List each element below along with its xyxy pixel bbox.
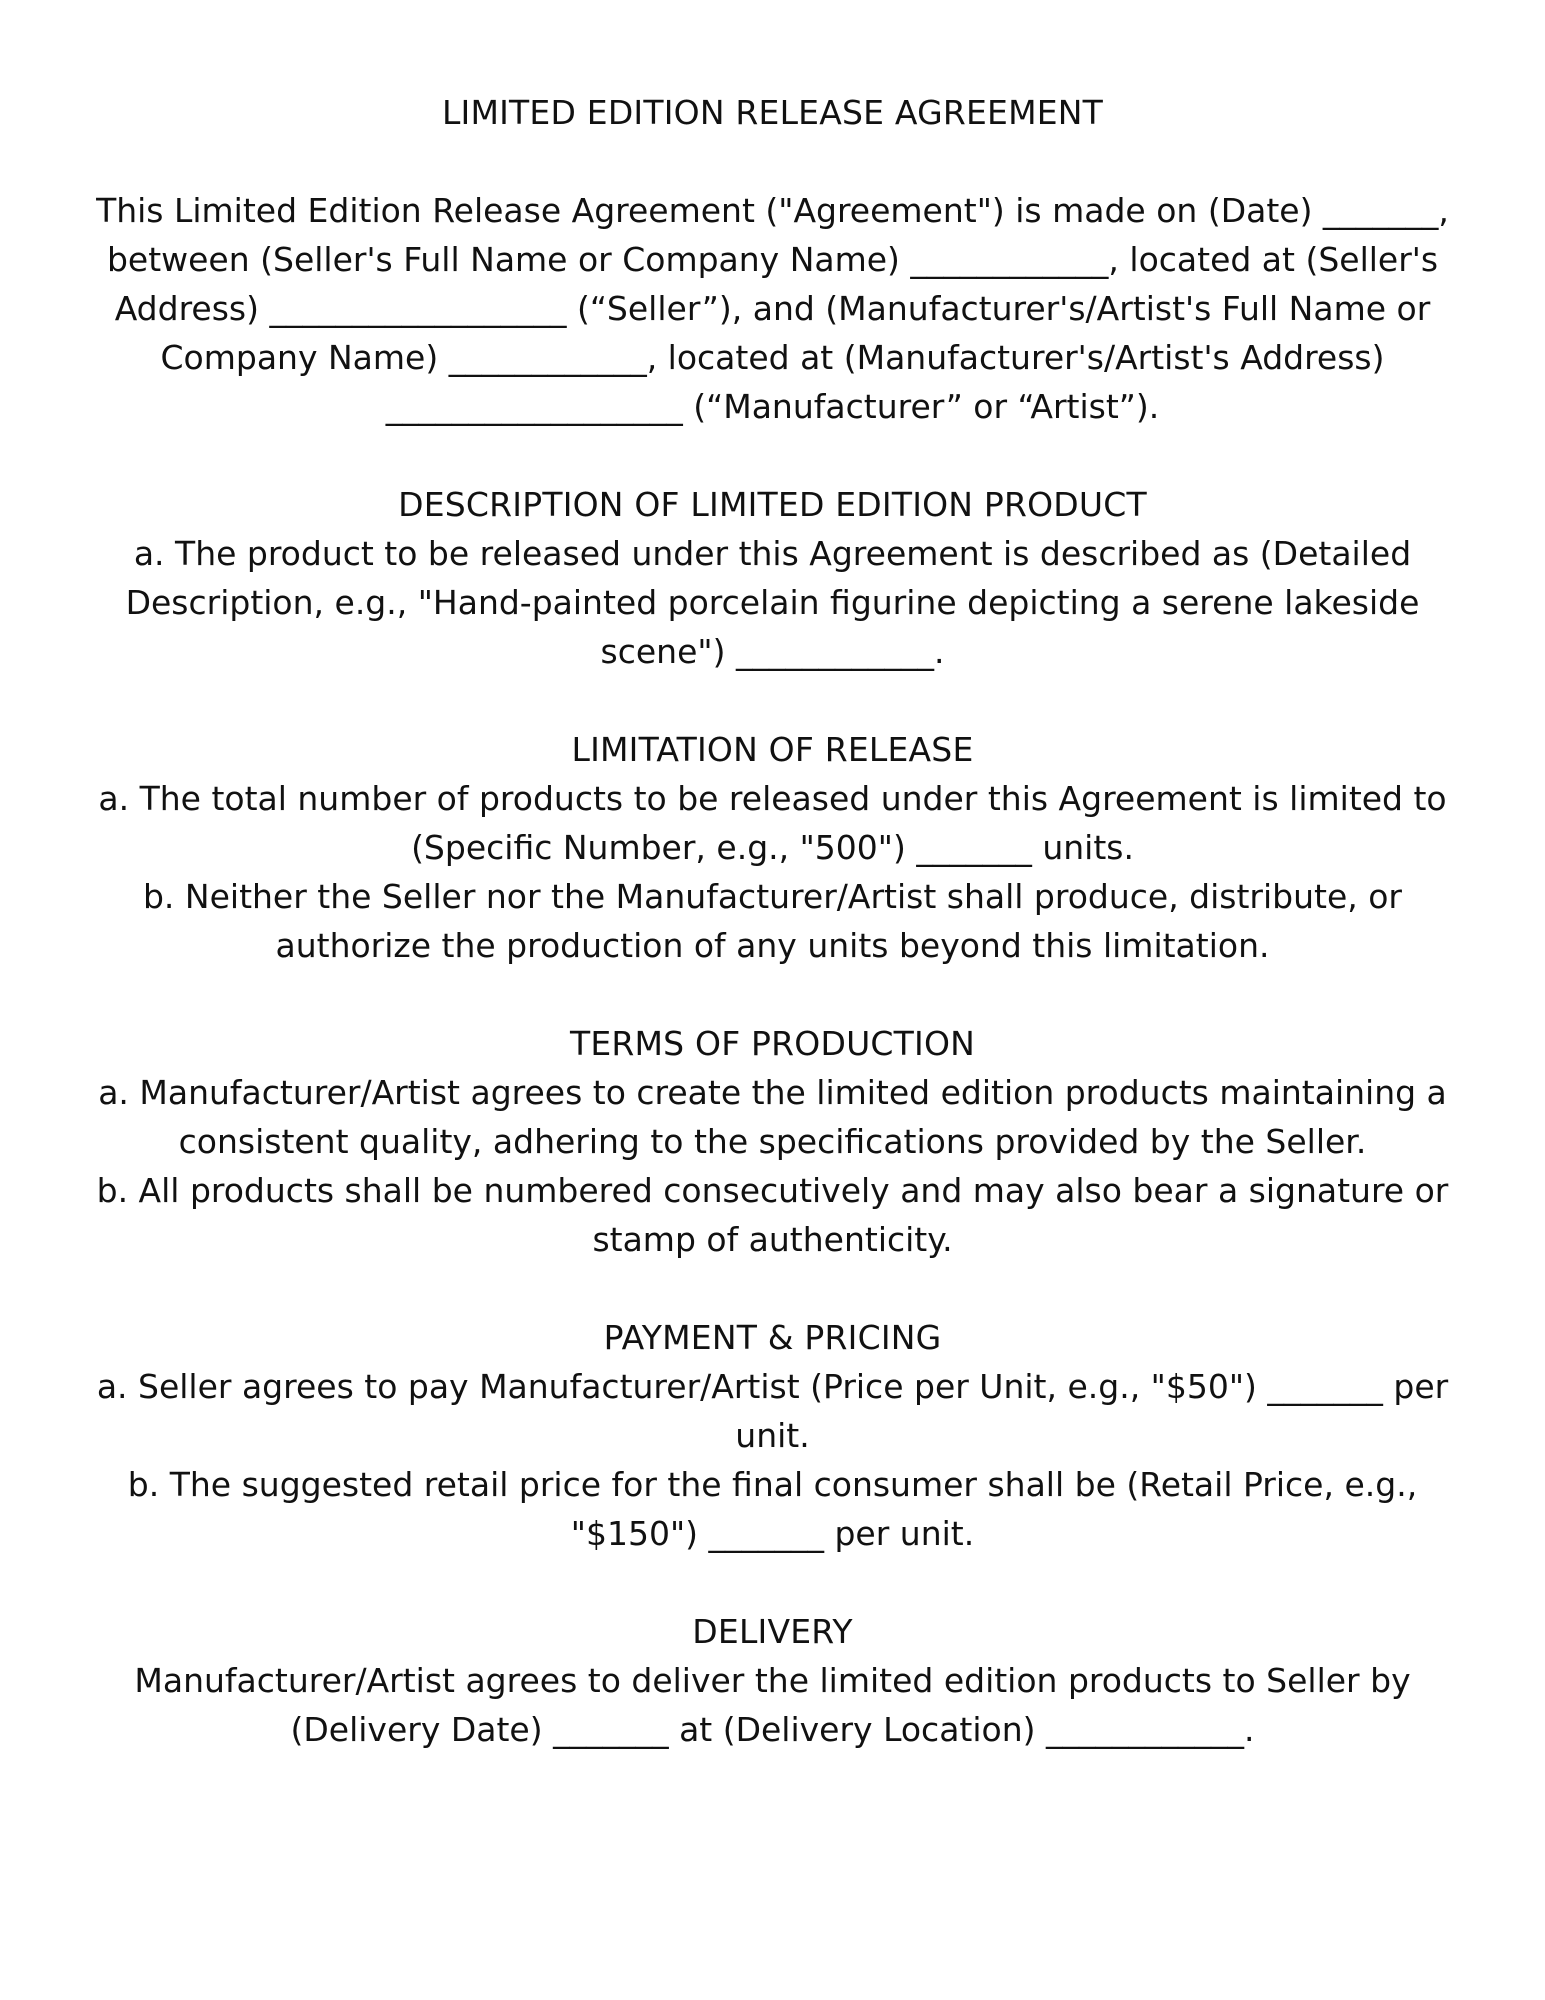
- intro-paragraph: This Limited Edition Release Agreement ("Agreement") is made on (Date) _______, between (Seller's Full Name or Company Name) ____________, located at (Seller's Address) __________________ (“Seller”), and (Manufacturer's/Artist's Full Name or Company Name) ____________, located at (Manufacturer's/Artist's Address) __________________ (“Manufacturer” or “Artist”).: [96, 191, 1449, 426]
- section-heading: DELIVERY: [692, 1612, 853, 1651]
- section-paragraph: Manufacturer/Artist agrees to deliver the limited edition products to Seller by (Delivery Date) _______ at (Delivery Location) ____________.: [134, 1661, 1411, 1749]
- section-paragraph: b. The suggested retail price for the final consumer shall be (Retail Price, e.g., "$150") _______ per unit.: [127, 1465, 1418, 1553]
- section-paragraph: b. Neither the Seller nor the Manufacturer/Artist shall produce, distribute, or authorize the production of any units beyond this limitation.: [142, 877, 1402, 965]
- section-description: [70, 480, 1475, 676]
- section-delivery: [70, 1607, 1475, 1754]
- section-paragraph: b. All products shall be numbered consecutively and may also bear a signature or stamp of authenticity.: [96, 1171, 1449, 1259]
- section-heading: TERMS OF PRODUCTION: [569, 1024, 976, 1063]
- section-heading: DESCRIPTION OF LIMITED EDITION PRODUCT: [398, 485, 1147, 524]
- section-payment: [70, 1313, 1475, 1558]
- section-paragraph: a. Manufacturer/Artist agrees to create the limited edition products maintaining a consistent quality, adhering to the specifications provided by the Seller.: [98, 1073, 1447, 1161]
- section-production: [70, 1019, 1475, 1264]
- section-paragraph: a. Seller agrees to pay Manufacturer/Artist (Price per Unit, e.g., "$50") _______ per unit.: [96, 1367, 1449, 1455]
- document-title: LIMITED EDITION RELEASE AGREEMENT: [441, 93, 1104, 132]
- section-paragraph: a. The total number of products to be released under this Agreement is limited to (Specific Number, e.g., "500") _______ units.: [98, 779, 1447, 867]
- section-limitation: [70, 725, 1475, 970]
- section-heading: LIMITATION OF RELEASE: [571, 730, 974, 769]
- section-paragraph: a. The product to be released under this Agreement is described as (Detailed Description, e.g., "Hand-painted porcelain figurine depicting a serene lakeside scene") ____________.: [125, 534, 1420, 671]
- section-heading: PAYMENT & PRICING: [603, 1318, 942, 1357]
